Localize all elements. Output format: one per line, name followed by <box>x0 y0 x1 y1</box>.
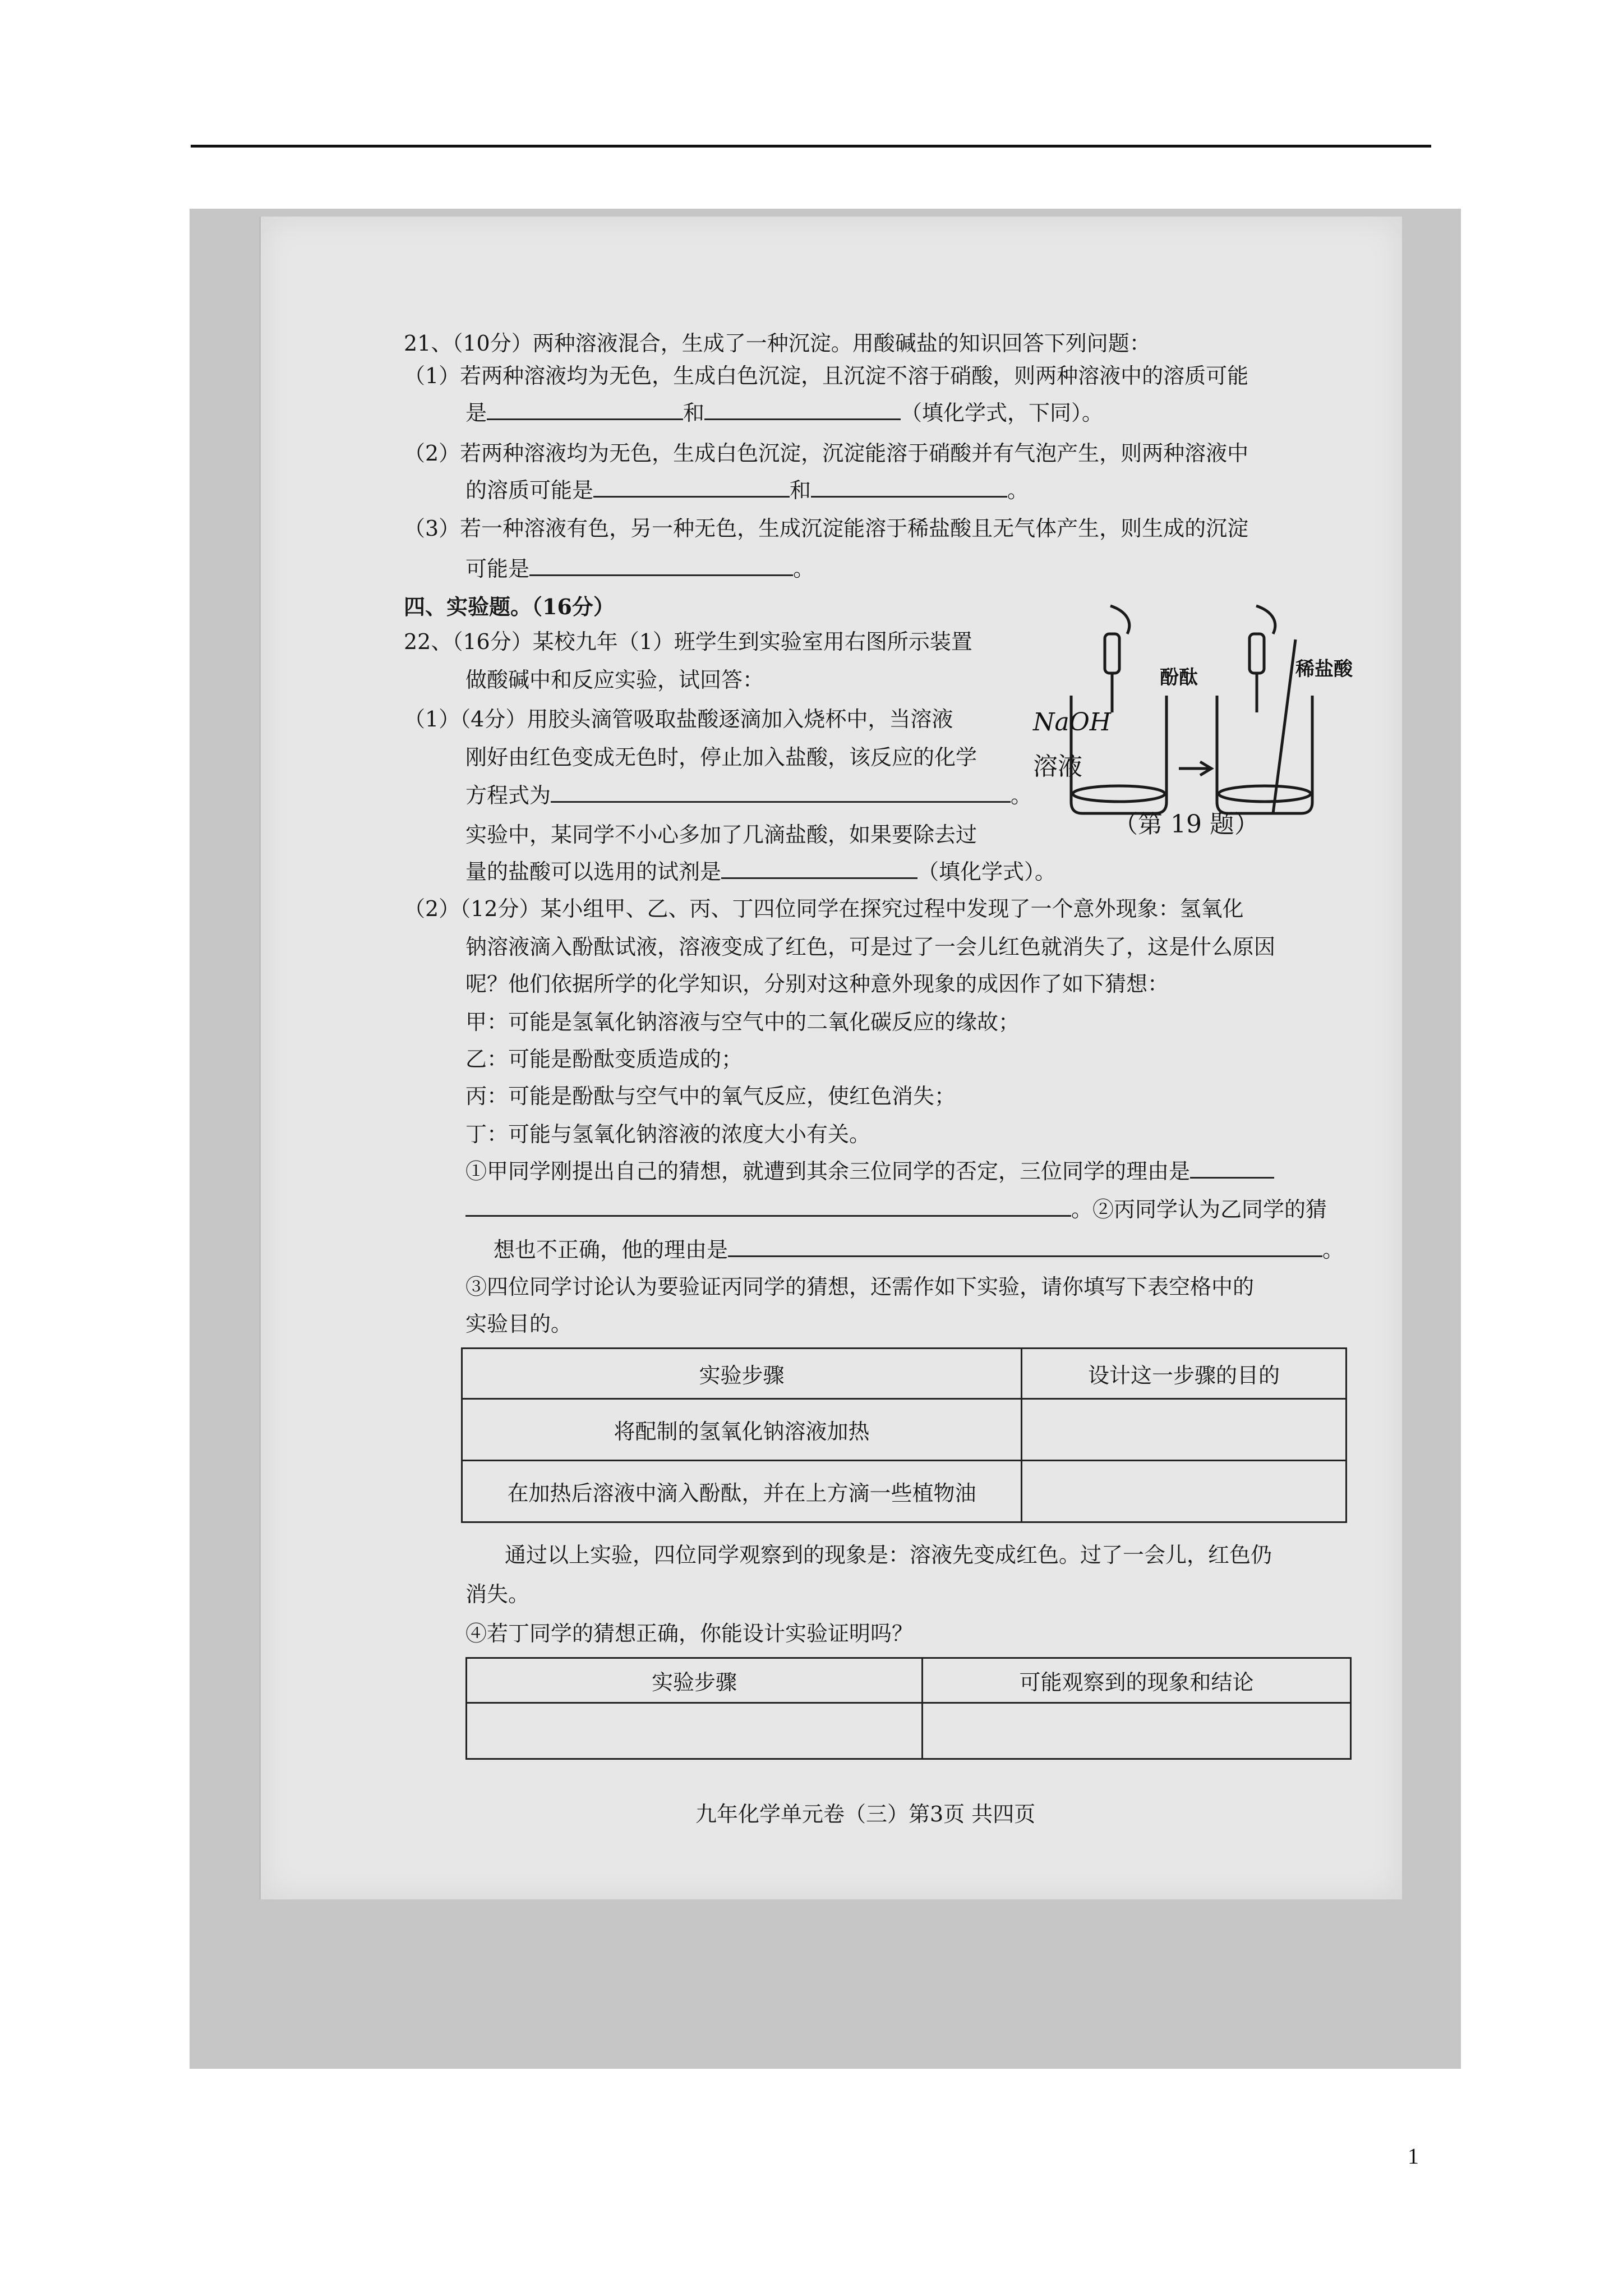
answer-blank-2a[interactable] <box>593 477 790 498</box>
q21-part3-line2: 可能是 。 <box>465 556 815 581</box>
page-number: 1 <box>1408 2143 1419 2169</box>
arrow-icon <box>1179 762 1211 775</box>
guess-ding: 丁：可能与氢氧化钠溶液的浓度大小有关。 <box>465 1122 871 1147</box>
q22-part1-line4: 实验中，某同学不小心多加了几滴盐酸，如果要除去过 <box>465 822 978 847</box>
solution-label: 溶液 <box>1033 752 1082 781</box>
figure-caption: （第 19 题） <box>1113 810 1259 839</box>
right-beaker-icon <box>1217 696 1312 813</box>
verification-table <box>465 1657 1352 1760</box>
q22-question4: ④若丁同学的猜想正确，你能设计实验证明吗？ <box>465 1621 914 1646</box>
q22-part2-line3: 呢？他们依据所学的化学知识，分别对这种意外现象的成因作了如下猜想： <box>465 972 1169 996</box>
right-hand-icon <box>1256 606 1275 634</box>
answer-blank-reagent[interactable] <box>721 858 917 879</box>
hydrochloric-acid-label: 稀盐酸 <box>1295 658 1353 680</box>
answer-blank-3[interactable] <box>529 555 793 576</box>
naoh-label: NaOH <box>1033 708 1112 737</box>
q22-part2-line2: 钠溶液滴入酚酞试液，溶液变成了红色，可是过了一会儿红色就消失了，这是什么原因 <box>465 935 1276 959</box>
q21-part3-line1: （3）若一种溶液有色，另一种无色，生成沉淀能溶于稀盐酸且无气体产生，则生成的沉淀 <box>404 516 1249 541</box>
q22-part1-line3: 方程式为 。 <box>465 783 1032 808</box>
table2-header-result: 可能观察到的现象和结论 <box>923 1658 1351 1703</box>
answer-blank-reason-a[interactable] <box>1190 1158 1274 1179</box>
table2-row1-result[interactable] <box>923 1703 1351 1759</box>
table2-header-step: 实验步骤 <box>467 1658 923 1703</box>
q21-part2-line2: 的溶质可能是 和 。 <box>465 478 1029 503</box>
table1-row1-purpose[interactable] <box>1022 1399 1347 1461</box>
table2-row1-step[interactable] <box>467 1703 923 1759</box>
guess-jia: 甲：可能是氢氧化钠溶液与空气中的二氧化碳反应的缘故； <box>465 1010 1020 1034</box>
answer-blank-2b[interactable] <box>811 477 1007 498</box>
table1-row1-step: 将配制的氢氧化钠溶液加热 <box>462 1399 1022 1461</box>
answer-blank-reason-c[interactable] <box>728 1236 1322 1257</box>
header-rule <box>191 145 1431 148</box>
exam-sheet <box>259 217 1402 1899</box>
q22-part1-line1: （1）（4分）用胶头滴管吸取盐酸逐滴加入烧杯中，当溶液 <box>404 707 953 731</box>
right-dropper-bulb <box>1249 634 1264 673</box>
guess-bing: 丙：可能是酚酞与空气中的氧气反应，使红色消失； <box>465 1084 956 1108</box>
q22-intro-line1: 22、（16分）某校九年（1）班学生到实验室用右图所示装置 <box>404 629 972 654</box>
observation-line1: 通过以上实验，四位同学观察到的现象是：溶液先变成红色。过了一会儿，红色仍 <box>505 1543 1272 1567</box>
page-footer: 九年化学单元卷（三）第3页 共四页 <box>695 1802 1036 1826</box>
table1-header-step: 实验步骤 <box>462 1349 1022 1399</box>
answer-blank-equation[interactable] <box>551 782 1011 803</box>
q22-part1-line5: 量的盐酸可以选用的试剂是 （填化学式）。 <box>465 859 1057 884</box>
q22-part2-line1: （2）（12分）某小组甲、乙、丙、丁四位同学在探究过程中发现了一个意外现象：氢氧化 <box>404 896 1244 921</box>
q22-question2-cont: 想也不正确，他的理由是 。 <box>494 1237 1344 1262</box>
section-heading: 四、实验题。（16分） <box>404 594 615 619</box>
q22-question3: ③四位同学讨论认为要验证丙同学的猜想，还需作如下实验，请你填写下表空格中的 <box>465 1274 1255 1299</box>
q21-part1-line1: （1）若两种溶液均为无色，生成白色沉淀，且沉淀不溶于硝酸，则两种溶液中的溶质可能 <box>404 364 1249 388</box>
q21-title: 21、（10分）两种溶液混合，生成了一种沉淀。用酸碱盐的知识回答下列问题： <box>404 331 1151 356</box>
q22-question1: ①甲同学刚提出自己的猜想，就遭到其余三位同学的否定，三位同学的理由是 <box>465 1158 1274 1185</box>
q22-part1-line2: 刚好由红色变成无色时，停止加入盐酸，该反应的化学 <box>465 745 978 770</box>
table1-row2-step: 在加热后溶液中滴入酚酞，并在上方滴一些植物油 <box>462 1461 1022 1522</box>
phenolphthalein-label: 酚酞 <box>1160 666 1198 689</box>
q22-question2: 。②丙同学认为乙同学的猜 <box>465 1196 1327 1223</box>
guess-yi: 乙：可能是酚酞变质造成的； <box>465 1047 743 1071</box>
left-dropper-bulb <box>1105 634 1119 673</box>
answer-blank-1b[interactable] <box>704 399 901 420</box>
answer-blank-1a[interactable] <box>487 399 683 420</box>
q22-intro-line2: 做酸碱中和反应实验，试回答： <box>465 668 764 692</box>
answer-blank-reason-b[interactable] <box>465 1196 1071 1217</box>
table1-header-purpose: 设计这一步骤的目的 <box>1022 1349 1347 1399</box>
q21-part2-line1: （2）若两种溶液均为无色，生成白色沉淀，沉淀能溶于硝酸并有气泡产生，则两种溶液中 <box>404 441 1249 466</box>
left-hand-icon <box>1110 606 1129 634</box>
q22-question3-cont: 实验目的。 <box>465 1312 573 1336</box>
observation-line2: 消失。 <box>465 1582 530 1607</box>
purpose-table <box>461 1347 1347 1523</box>
q21-part1-line2: 是 和 （填化学式，下同）。 <box>465 401 1104 425</box>
table1-row2-purpose[interactable] <box>1022 1461 1347 1522</box>
